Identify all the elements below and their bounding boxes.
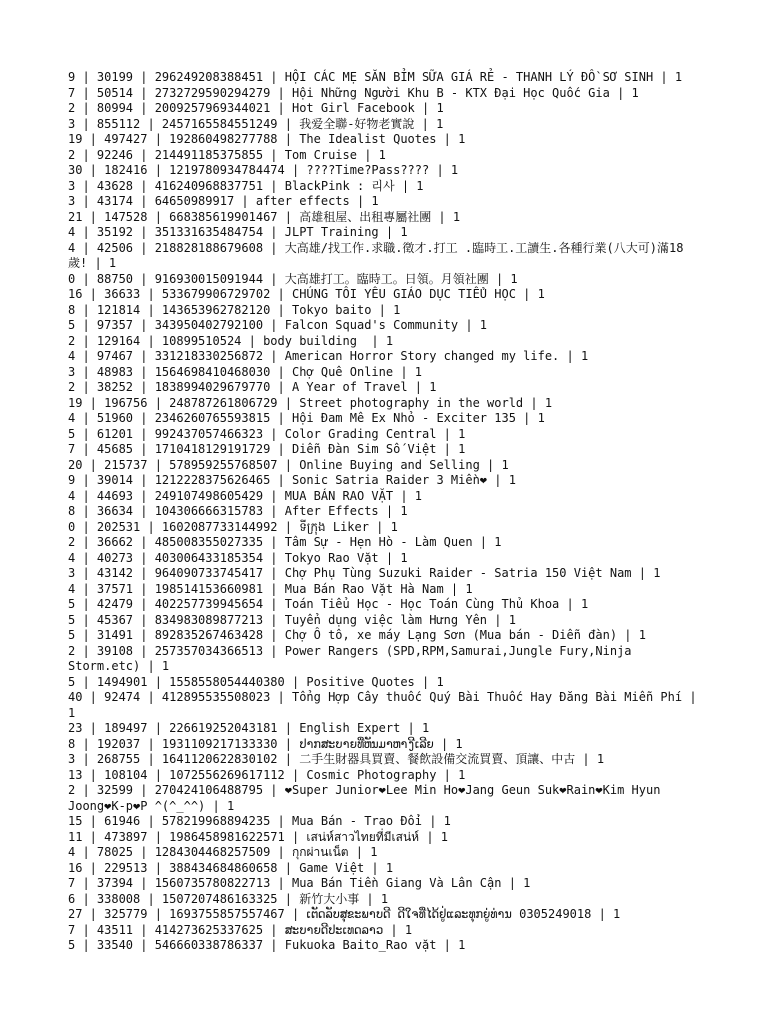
list-item: 5 | 42479 | 402257739945654 | Toán Tiểu Học - Học Toán Cùng Thủ Khoa | 1 (68, 597, 589, 611)
list-item: 30 | 182416 | 1219780934784474 | ????Time?Pass???? | 1 (68, 163, 459, 177)
list-item: 3 | 43142 | 964090733745417 | Chợ Phụ Tùng Suzuki Raider - Satria 150 Việt Nam | 1 (68, 566, 661, 580)
list-item: 7 | 37394 | 1560735780822713 | Mua Bán Tiền Giang Và Lân Cận | 1 (68, 876, 531, 890)
list-item: 15 | 61946 | 578219968894235 | Mua Bán - Trao Đổi | 1 (68, 814, 451, 828)
list-item: 5 | 45367 | 834983089877213 | Tuyển dụng việc làm Hưng Yên | 1 (68, 612, 516, 627)
list-item: 21 | 147528 | 668385619901467 | 高雄租屋、出租專屬社團 | 1 (68, 209, 461, 224)
list-item: 16 | 36633 | 533679906729702 | CHÚNG TÔI YÊU GIÁO DỤC TIỂU HỌC | 1 (68, 287, 545, 301)
list-item: 3 | 855112 | 2457165584551249 | 我爱全聯-好物老實說 | 1 (68, 116, 444, 131)
list-item: 9 | 39014 | 1212228375626465 | Sonic Satria Raider 3 Miền❤ | 1 (68, 473, 516, 487)
list-item: 5 | 97357 | 343950402792100 | Falcon Squad's Community | 1 (68, 318, 488, 332)
list-item: 6 | 338008 | 1507207486163325 | 新竹大小事 | 1 (68, 891, 389, 906)
list-item: 3 | 43628 | 416240968837751 | BlackPink : 리사 | 1 (68, 178, 424, 193)
list-item: 5 | 31491 | 892835267463428 | Chợ Ô tô, xe máy Lạng Sơn (Mua bán - Diễn đàn) | 1 (68, 628, 646, 642)
list-item: 20 | 215737 | 578959255768507 | Online Buying and Selling | 1 (68, 457, 509, 472)
list-item: 2 | 38252 | 1838994029679770 | A Year of Travel | 1 (68, 380, 437, 394)
list-item: 2 | 80994 | 2009257969344021 | Hot Girl Facebook | 1 (68, 101, 444, 115)
list-item: 8 | 121814 | 143653962782120 | Tokyo baito | 1 (68, 302, 401, 317)
list-item: 9 | 30199 | 296249208388451 | HỘI CÁC MẸ SĂN BỈM SỮA GIÁ RẺ - THANH LÝ ĐỒ SƠ SINH | 1 (68, 70, 683, 84)
list-item: 2 | 39108 | 257357034366513 | Power Rangers (SPD,RPM,Samurai,Jungle Fury,Ninja Storm.etc) | 1 (68, 643, 639, 673)
list-item: 0 | 88750 | 916930015091944 | 大高雄打工。臨時工。日領。月領社團 | 1 (68, 271, 518, 286)
list-item: 4 | 40273 | 403006433185354 | Tokyo Rao Vặt | 1 (68, 550, 408, 565)
list-item: 7 | 43511 | 414273625337625 | ສະບາຍດີປະເທດລາວ | 1 (68, 922, 413, 937)
list-item: 0 | 202531 | 1602087733144992 | ទីក្រុង Liker | 1 (68, 519, 398, 534)
list-item: 4 | 37571 | 198514153660981 | Mua Bán Rao Vặt Hà Nam | 1 (68, 581, 473, 596)
list-item: 16 | 229513 | 388434684860658 | Game Việt | 1 (68, 860, 394, 875)
list-item: 11 | 473897 | 1986458981622571 | เสน่ห์สาวไทยที่มีเสน่ห์ | 1 (68, 829, 448, 844)
list-item: 27 | 325779 | 1693755857557467 | ເຕັດລັບສຸຂະພາບດີ ດີໃຈທີ່ໄດ້ຢູ່ແລະທຸກຍູ່ທ່ານ 0305249018 | 1 (68, 907, 621, 921)
list-item: 7 | 50514 | 2732729590294279 | Hội Những Người Khu B - KTX Đại Học Quốc Gia | 1 (68, 85, 639, 100)
list-item: 8 | 36634 | 104306666315783 | After Effects | 1 (68, 504, 408, 518)
list-item: 2 | 92246 | 214491185375855 | Tom Cruise | 1 (68, 147, 386, 162)
list-item: 8 | 192037 | 1931109217133330 | ປາກສະບາຍທີ່ຫັນມາຫາງີເລີຍ | 1 (68, 736, 463, 751)
list-item: 4 | 44693 | 249107498605429 | MUA BÁN RAO VẶT | 1 (68, 488, 423, 503)
list-item: 5 | 61201 | 992437057466323 | Color Grading Central | 1 (68, 426, 466, 441)
list-item: 2 | 32599 | 270424106488795 | ❤Super Junior❤Lee Min Ho❤Jang Geun Suk❤Rain❤Kim Hyun Joong❤K-p❤P ^(^_^^) | 1 (68, 783, 668, 813)
text-document (68, 70, 704, 954)
list-item: 4 | 78025 | 1284304468257509 | กุกผ่านเน็ต | 1 (68, 845, 378, 859)
list-item: 3 | 43174 | 64650989917 | after effects | 1 (68, 194, 379, 208)
list-item: 4 | 42506 | 218828188679608 | 大高雄/找工作.求職.徵才.打工 .臨時工.工讀生.各種行業(八大可)滿18歲! | 1 (68, 240, 684, 270)
list-item: 4 | 35192 | 351331635484754 | JLPT Training | 1 (68, 225, 408, 239)
list-item: 5 | 33540 | 546660338786337 | Fukuoka Baito_Rao vặt | 1 (68, 938, 466, 952)
list-item: 40 | 92474 | 412895535508023 | Tổng Hợp Cây thuốc Quý Bài Thuốc Hay Đăng Bài Miễn Phí | 1 (68, 690, 704, 720)
list-item: 2 | 36662 | 485008355027335 | Tâm Sự - Hẹn Hò - Làm Quen | 1 (68, 535, 502, 549)
list-item: 19 | 196756 | 248787261806729 | Street photography in the world | 1 (68, 395, 553, 410)
list-item: 3 | 48983 | 1564698410468030 | Chợ Quê Online | 1 (68, 364, 423, 379)
list-item: 4 | 51960 | 2346260765593815 | Hội Đam Mê Ex Nhỏ - Exciter 135 | 1 (68, 411, 545, 425)
list-item: 19 | 497427 | 192860498277788 | The Idealist Quotes | 1 (68, 132, 466, 146)
list-item: 13 | 108104 | 1072556269617112 | Cosmic Photography | 1 (68, 767, 466, 782)
list-item: 3 | 268755 | 1641120622830102 | 二手生財器具買賣、餐飲設備交流買賣、頂讓、中古 | 1 (68, 752, 605, 766)
list-item: 4 | 97467 | 331218330256872 | American Horror Story changed my life. | 1 (68, 349, 589, 363)
list-item: 5 | 1494901 | 1558558054440380 | Positive Quotes | 1 (68, 674, 444, 689)
list-item: 23 | 189497 | 226619252043181 | English Expert | 1 (68, 721, 430, 735)
list-item: 7 | 45685 | 1710418129191729 | Diễn Đàn Sim Số Việt | 1 (68, 442, 466, 456)
list-item: 2 | 129164 | 10899510524 | body building | 1 (68, 333, 394, 348)
